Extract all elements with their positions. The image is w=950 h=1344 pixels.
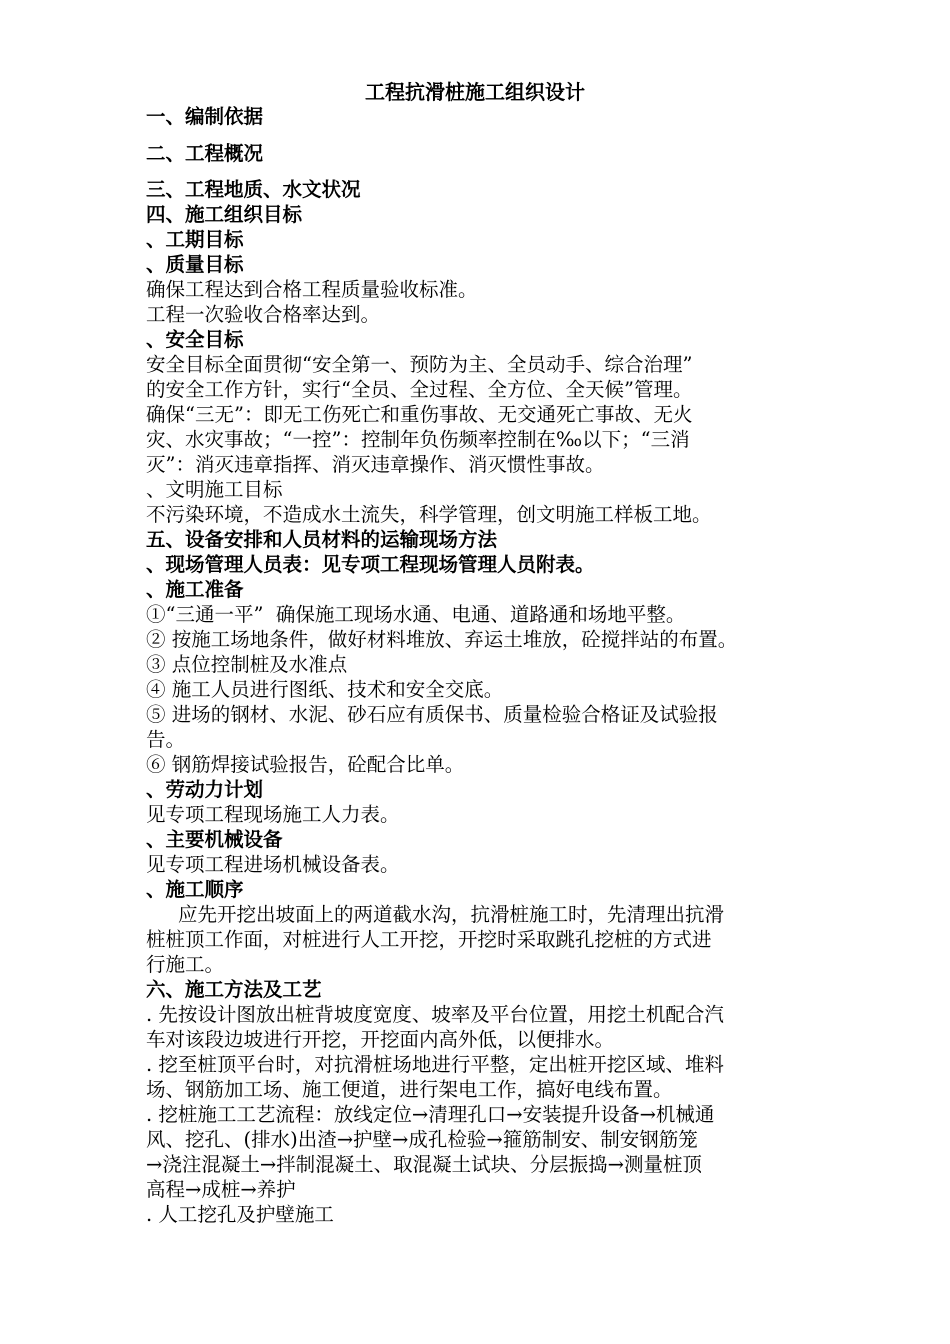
paragraph-line: 的安全工作方针，实行“全员、全过程、全方位、全天候”管理。	[146, 378, 693, 401]
paragraph-line: 安全目标全面贯彻“安全第一、预防为主、全员动手、综合治理”	[146, 353, 693, 376]
subheading-labor-plan: 、劳动力计划	[146, 778, 264, 801]
list-item: ①“三通一平” 确保施工现场水通、电通、道路通和场地平整。	[146, 603, 686, 626]
paragraph-line: 高程→成桩→养护	[146, 1178, 296, 1201]
paragraph-line: 灾、水灾事故；“一控”：控制年负伤频率控制在‰以下；“三消	[146, 428, 690, 451]
subheading-civilized-construction: 、文明施工目标	[146, 478, 283, 501]
document-title: 工程抗滑桩施工组织设计	[365, 80, 585, 104]
list-item: ② 按施工场地条件，做好材料堆放、弃运土堆放，砼搅拌站的布置。	[146, 628, 738, 651]
paragraph-line: 见专项工程进场机械设备表。	[146, 853, 400, 876]
subheading-safety-goal: 、安全目标	[146, 328, 244, 351]
heading-1: 一、编制依据	[146, 105, 264, 128]
paragraph-line: . 先按设计图放出桩背坡度宽度、坡率及平台位置，用挖土机配合汽	[146, 1003, 724, 1026]
paragraph-line: 风、挖孔、(排水)出渣→护壁→成孔检验→箍筋制安、制安钢筋笼	[146, 1128, 698, 1151]
document-body	[146, 102, 816, 1227]
subheading-machinery: 、主要机械设备	[146, 828, 283, 851]
list-item-continuation: 告。	[146, 728, 186, 751]
paragraph-line: 行施工。	[146, 953, 225, 976]
paragraph-line: 应先开挖出坡面上的两道截水沟，抗滑桩施工时，先清理出抗滑	[178, 903, 725, 926]
paragraph-line: 灭”：消灭违章指挥、消灭违章操作、消灭惯性事故。	[146, 453, 605, 476]
subheading-sequence: 、施工顺序	[146, 878, 244, 901]
paragraph-line: . 人工挖孔及护壁施工	[146, 1203, 334, 1226]
heading-5: 五、设备安排和人员材料的运输现场方法	[146, 528, 498, 551]
paragraph-line: 车对该段边坡进行开挖，开挖面内高外低，以便排水。	[146, 1028, 615, 1051]
list-item: ⑥ 钢筋焊接试验报告，砼配合比单。	[146, 753, 465, 776]
heading-3: 三、工程地质、水文状况	[146, 178, 361, 201]
paragraph-line: 工程一次验收合格率达到。	[146, 303, 381, 326]
subheading-preparation: 、施工准备	[146, 578, 244, 601]
subheading-schedule-goal: 、工期目标	[146, 228, 244, 251]
paragraph-line: 确保“三无”：即无工伤死亡和重伤事故、无交通死亡事故、无火	[146, 403, 693, 426]
list-item: ③ 点位控制桩及水准点	[146, 653, 348, 676]
paragraph-line: 确保工程达到合格工程质量验收标准。	[146, 278, 478, 301]
paragraph-line: 见专项工程现场施工人力表。	[146, 803, 400, 826]
paragraph-line: 桩桩顶工作面，对桩进行人工开挖，开挖时采取跳孔挖桩的方式进	[146, 928, 712, 951]
paragraph-line: →浇注混凝土→拌制混凝土、取混凝土试块、分层振捣→测量桩顶	[146, 1153, 703, 1176]
paragraph-line: . 挖至桩顶平台时，对抗滑桩场地进行平整，定出桩开挖区域、堆料	[146, 1053, 724, 1076]
heading-6: 六、施工方法及工艺	[146, 978, 322, 1001]
paragraph-line: 不污染环境，不造成水土流失，科学管理，创文明施工样板工地。	[146, 503, 712, 526]
list-item: ⑤ 进场的钢材、水泥、砂石应有质保书、质量检验合格证及试验报	[146, 703, 718, 726]
list-item: ④ 施工人员进行图纸、技术和安全交底。	[146, 678, 504, 701]
paragraph-line: 场、钢筋加工场、施工便道，进行架电工作，搞好电线布置。	[146, 1078, 673, 1101]
heading-2: 二、工程概况	[146, 142, 264, 165]
subheading-quality-goal: 、质量目标	[146, 253, 244, 276]
heading-4: 四、施工组织目标	[146, 203, 303, 226]
subheading-site-staff: 、现场管理人员表：见专项工程现场管理人员附表。	[146, 553, 595, 576]
paragraph-line: . 挖桩施工工艺流程：放线定位→清理孔口→安装提升设备→机械通	[146, 1103, 715, 1126]
